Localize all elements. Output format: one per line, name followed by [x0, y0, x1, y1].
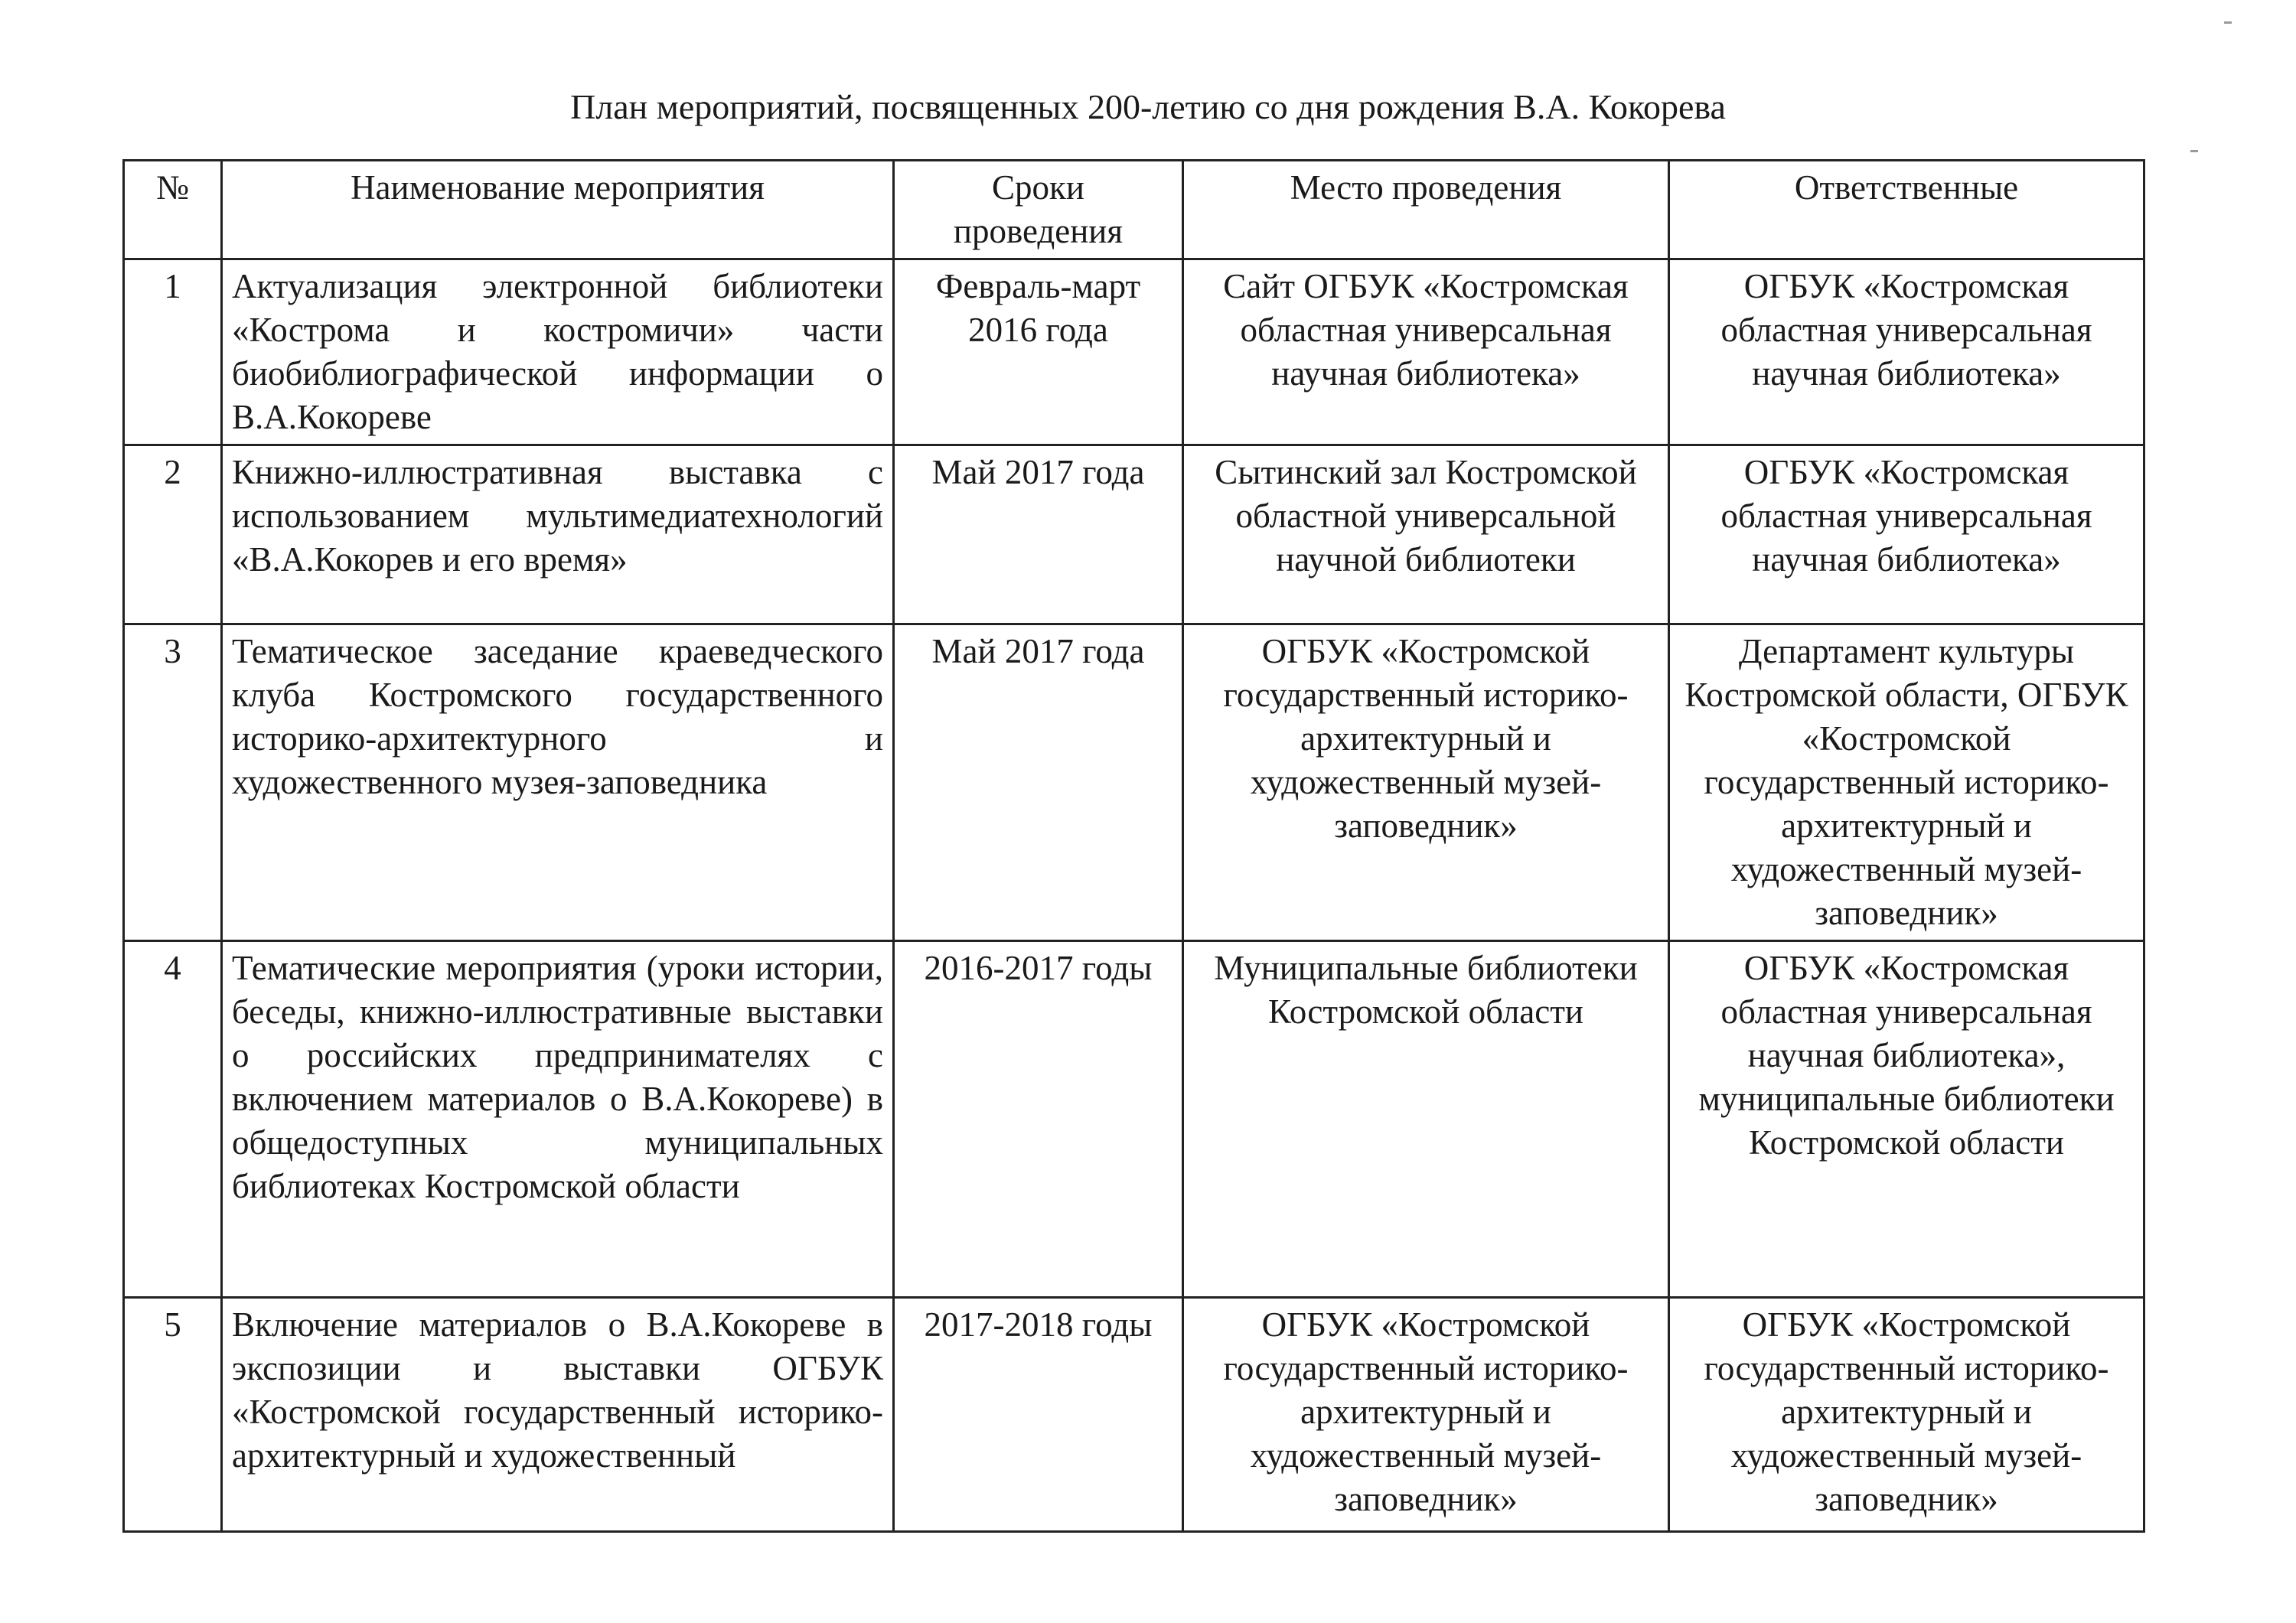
event-responsible: ОГБУК «Костромская областная универсальная научная библиотека» [1669, 445, 2144, 624]
event-place: Муниципальные библиотеки Костромской области [1183, 941, 1669, 1298]
row-number: 2 [124, 445, 222, 624]
event-dates: Май 2017 года [894, 445, 1183, 624]
event-responsible: ОГБУК «Костромской государственный историко-архитектурный и художественный музей-заповедник» [1669, 1298, 2144, 1532]
event-dates: Февраль-март 2016 года [894, 259, 1183, 445]
event-name: Включение материалов о В.А.Кокореве в экспозиции и выставки ОГБУК «Костромской государственный историко-архитектурный и художественный [222, 1298, 894, 1532]
event-place: ОГБУК «Костромской государственный историко-архитектурный и художественный музей-заповедник» [1183, 1298, 1669, 1532]
table-row [124, 445, 2144, 624]
scan-speck [2190, 150, 2198, 152]
row-number: 5 [124, 1298, 222, 1532]
event-name: Актуализация электронной библиотеки «Кострома и костромичи» части биобиблиографической информации о В.А.Кокореве [222, 259, 894, 445]
row-number: 3 [124, 624, 222, 941]
page-title: План мероприятий, посвященных 200-летию со дня рождения В.А. Кокорева [570, 87, 1726, 126]
event-name: Тематические мероприятия (уроки истории, беседы, книжно-иллюстративные выставки о российских предпринимателях с включением материалов о В.А.Кокореве) в общедоступных муниципальных библиотеках Костромской области [222, 941, 894, 1298]
event-name: Тематическое заседание краеведческого клуба Костромского государственного историко-архитектурного и художественного музея-заповедника [222, 624, 894, 941]
scan-speck [2224, 21, 2232, 24]
events-table [122, 159, 2145, 1533]
event-responsible: ОГБУК «Костромская областная универсальная научная библиотека» [1669, 259, 2144, 445]
event-dates: 2016-2017 годы [894, 941, 1183, 1298]
header-name: Наименование мероприятия [222, 161, 894, 259]
header-place: Место проведения [1183, 161, 1669, 259]
table-row [124, 941, 2144, 1298]
header-dates: Сроки проведения [894, 161, 1183, 259]
table-row [124, 1298, 2144, 1532]
event-responsible: ОГБУК «Костромская областная универсальная научная библиотека», муниципальные библиотеки Костромской области [1669, 941, 2144, 1298]
header-responsible: Ответственные [1669, 161, 2144, 259]
table-header-row [124, 161, 2144, 259]
table-row [124, 259, 2144, 445]
table-row [124, 624, 2144, 941]
event-dates: 2017-2018 годы [894, 1298, 1183, 1532]
event-place: Сайт ОГБУК «Костромская областная универсальная научная библиотека» [1183, 259, 1669, 445]
event-responsible: Департамент культуры Костромской области, ОГБУК «Костромской государственный историко-архитектурный и художественный музей-заповедник» [1669, 624, 2144, 941]
event-place: Сытинский зал Костромской областной универсальной научной библиотеки [1183, 445, 1669, 624]
row-number: 4 [124, 941, 222, 1298]
event-place: ОГБУК «Костромской государственный историко-архитектурный и художественный музей-заповедник» [1183, 624, 1669, 941]
header-num: № [124, 161, 222, 259]
event-name: Книжно-иллюстративная выставка с использованием мультимедиатехнологий «В.А.Кокорев и его время» [222, 445, 894, 624]
row-number: 1 [124, 259, 222, 445]
event-dates: Май 2017 года [894, 624, 1183, 941]
